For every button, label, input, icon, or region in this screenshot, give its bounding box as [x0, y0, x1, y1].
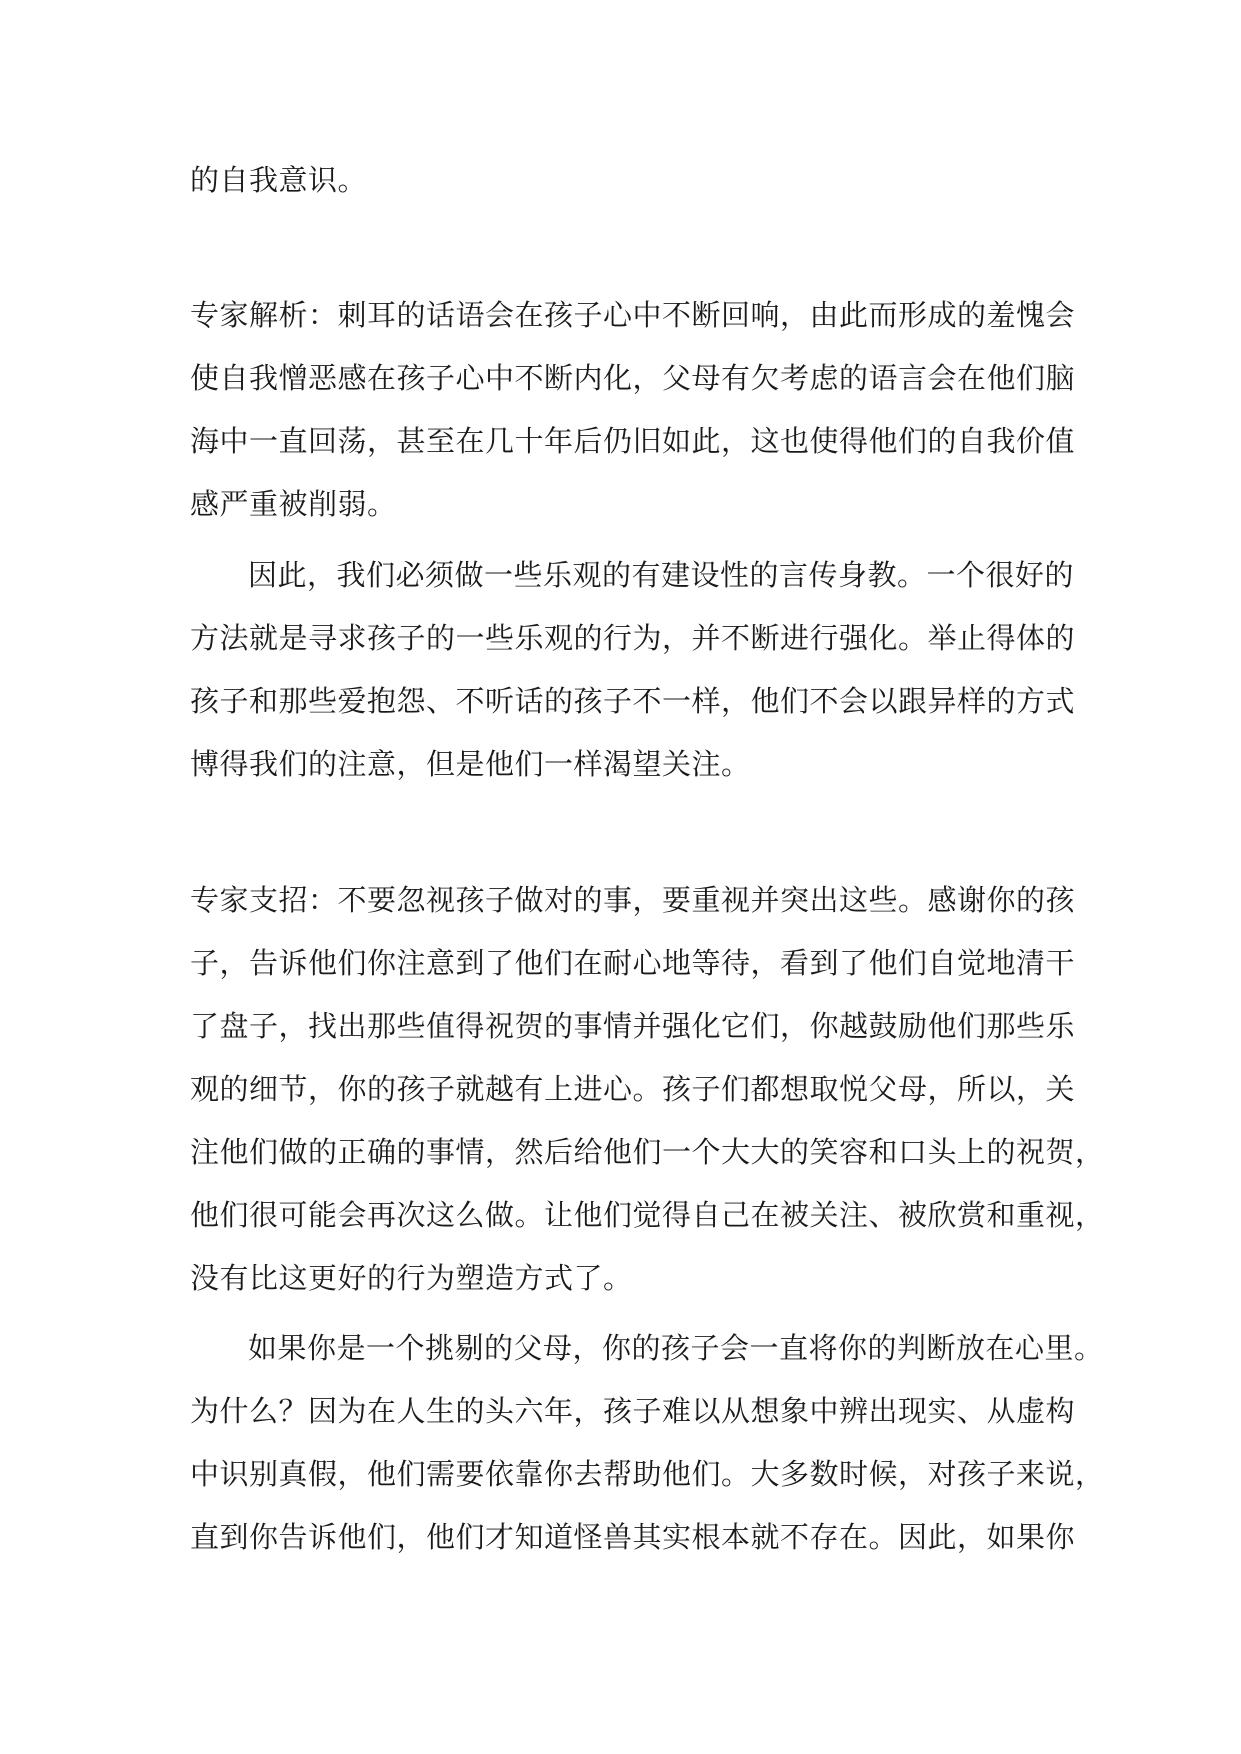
text-line: 的自我意识。	[190, 163, 368, 197]
text-line: 使自我憎恶感在孩子心中不断内化，父母有欠考虑的语言会在他们脑	[190, 361, 1076, 395]
text-line: 子，告诉他们你注意到了他们在耐心地等待，看到了他们自觉地清干	[190, 946, 1076, 980]
text-line: 专家支招：不要忽视孩子做对的事，要重视并突出这些。感谢你的孩	[190, 883, 1076, 917]
text-line: 专家解析：刺耳的话语会在孩子心中不断回响，由此而形成的羞愧会	[190, 298, 1076, 332]
text-line: 直到你告诉他们，他们才知道怪兽其实根本就不存在。因此，如果你	[190, 1520, 1076, 1554]
text-line: 海中一直回荡，甚至在几十年后仍旧如此，这也使得他们的自我价值	[190, 424, 1076, 458]
text-line: 没有比这更好的行为塑造方式了。	[190, 1261, 633, 1295]
text-line: 感严重被削弱。	[190, 487, 397, 521]
text-line: 为什么？因为在人生的头六年，孩子难以从想象中辨出现实、从虚构	[190, 1394, 1076, 1428]
text-line: 方法就是寻求孩子的一些乐观的行为，并不断进行强化。举止得体的	[190, 621, 1076, 655]
text-line: 了盘子，找出那些值得祝贺的事情并强化它们，你越鼓励他们那些乐	[190, 1009, 1076, 1043]
text-line: 观的细节，你的孩子就越有上进心。孩子们都想取悦父母，所以，关	[190, 1072, 1076, 1106]
text-line: 中识别真假，他们需要依靠你去帮助他们。大多数时候，对孩子来说，	[190, 1457, 1105, 1491]
text-line: 如果你是一个挑剔的父母，你的孩子会一直将你的判断放在心里。	[248, 1331, 1104, 1365]
text-line: 孩子和那些爱抱怨、不听话的孩子不一样，他们不会以跟异样的方式	[190, 684, 1076, 718]
text-line: 因此，我们必须做一些乐观的有建设性的言传身教。一个很好的	[248, 558, 1075, 592]
text-line: 注他们做的正确的事情，然后给他们一个大大的笑容和口头上的祝贺，	[190, 1135, 1105, 1169]
text-line: 博得我们的注意，但是他们一样渴望关注。	[190, 747, 751, 781]
text-line: 他们很可能会再次这么做。让他们觉得自己在被关注、被欣赏和重视，	[190, 1198, 1105, 1232]
